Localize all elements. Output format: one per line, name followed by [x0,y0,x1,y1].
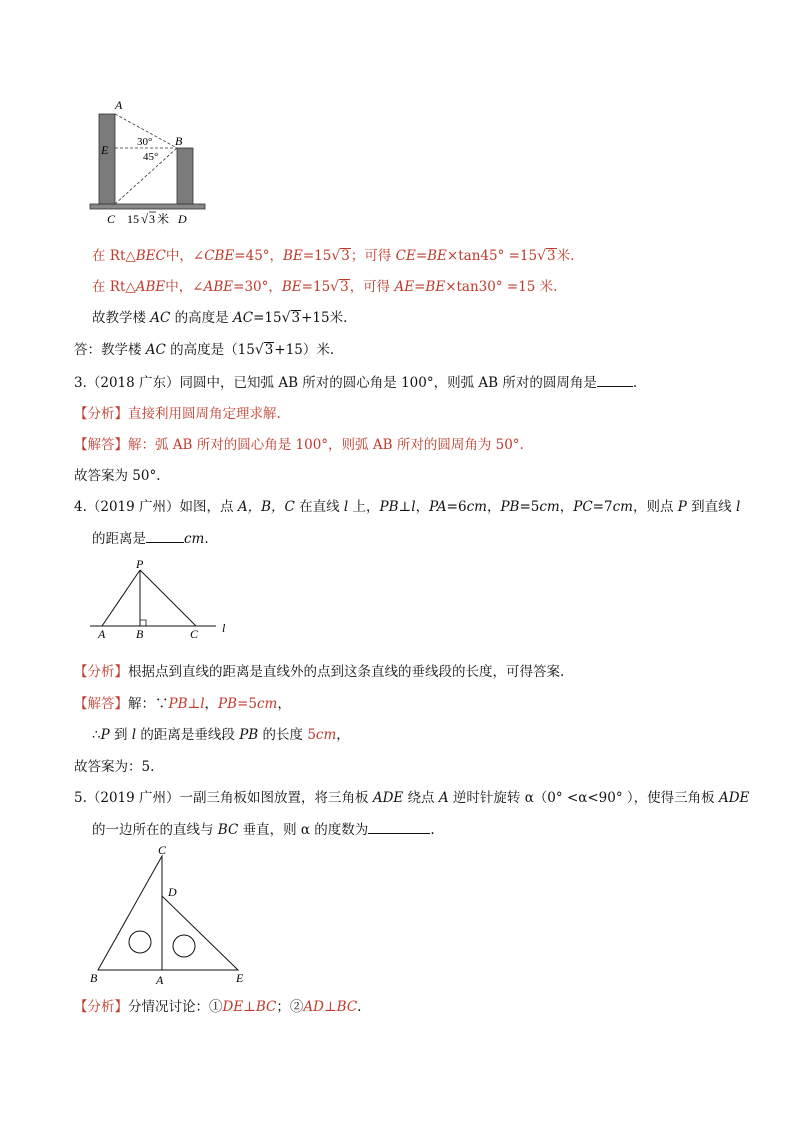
solution-line-3: 故教学楼 AC 的高度是 AC=15√3+15米. [92,310,348,326]
sqrt-symbol: √ [141,211,149,226]
label-l: l [222,621,226,635]
q4-analysis: 【分析】根据点到直线的距离是直线外的点到这条直线的垂线段的长度，可得答案. [74,664,565,680]
angle-30-label: 30° [137,136,153,148]
label-b: B [90,971,98,985]
label-c: C [190,627,199,641]
label-b: B [136,627,144,641]
label-a: A [115,98,123,112]
analysis-tag: 【分析】 [74,406,128,422]
label-a: A [98,627,106,641]
q5-analysis: 【分析】分情况讨论：①DE⊥BC；②AD⊥BC. [74,999,362,1015]
label-p: P [136,557,144,571]
q4-answer: 故答案为：5. [74,759,155,775]
angle-45-label: 45° [143,151,159,163]
q4-question-line-1: 4.（2019 广州）如图，点 A，B，C 在直线 l 上，PB⊥l，PA=6cm，PB=5cm，PC=7cm，则点 P 到直线 l [74,499,741,515]
solution-tag: 【解答】 [74,437,128,453]
label-c: C [107,212,116,226]
q4-solution: 【解答】解：∵PB⊥l，PB=5cm， [74,696,291,712]
q3-answer: 故答案为 50°. [74,468,161,484]
label-e: E [101,143,109,157]
label-e: E [236,971,244,985]
q4-question-line-2: 的距离是 cm. [92,528,209,549]
set-square-figure [86,842,256,990]
solution-line-1: 在 Rt△BEC中，∠CBE=45°，BE=15√3；可得 CE=BE×tan45° =15√3米. [92,248,575,264]
label-d: D [178,212,187,226]
q4-therefore: ∴P 到 l 的距离是垂线段 PB 的长度 5cm， [92,727,350,743]
triangle-pac-figure [88,556,238,644]
q3-analysis: 【分析】直接利用圆周角定理求解. [74,406,281,422]
q3-solution: 【解答】解：弧 AB 所对的圆心角是 100°，则弧 AB 所对的圆周角为 50°. [74,437,524,453]
label-d: D [168,885,177,899]
q5-question-line-1: 5.（2019 广州）一副三角板如图放置，将三角板 ADE 绕点 A 逆时针旋转 α（0° <α<90° ），使得三角板 ADE [74,790,750,806]
label-b: B [175,134,183,148]
bottom-root: 3 [149,212,155,226]
bottom-unit: 米 [157,212,170,226]
answer-line: 答：教学楼 AC 的高度是（15√3+15）米. [74,342,335,358]
building-figure [85,96,225,228]
q3-question: 3.（2018 广东）同圆中，已知弧 AB 所对的圆心角是 100°，则弧 AB 所对的圆周角是 . [74,372,637,393]
q5-question-line-2: 的一边所在的直线与 BC 垂直，则 α 的度数为 . [92,819,435,840]
label-a: A [156,973,164,987]
solution-line-2: 在 Rt△ABE中，∠ABE=30°，BE=15√3，可得 AE=BE×tan30° =15 米. [92,279,558,295]
bottom-length: 15 [127,212,139,226]
label-c: C [158,843,167,857]
